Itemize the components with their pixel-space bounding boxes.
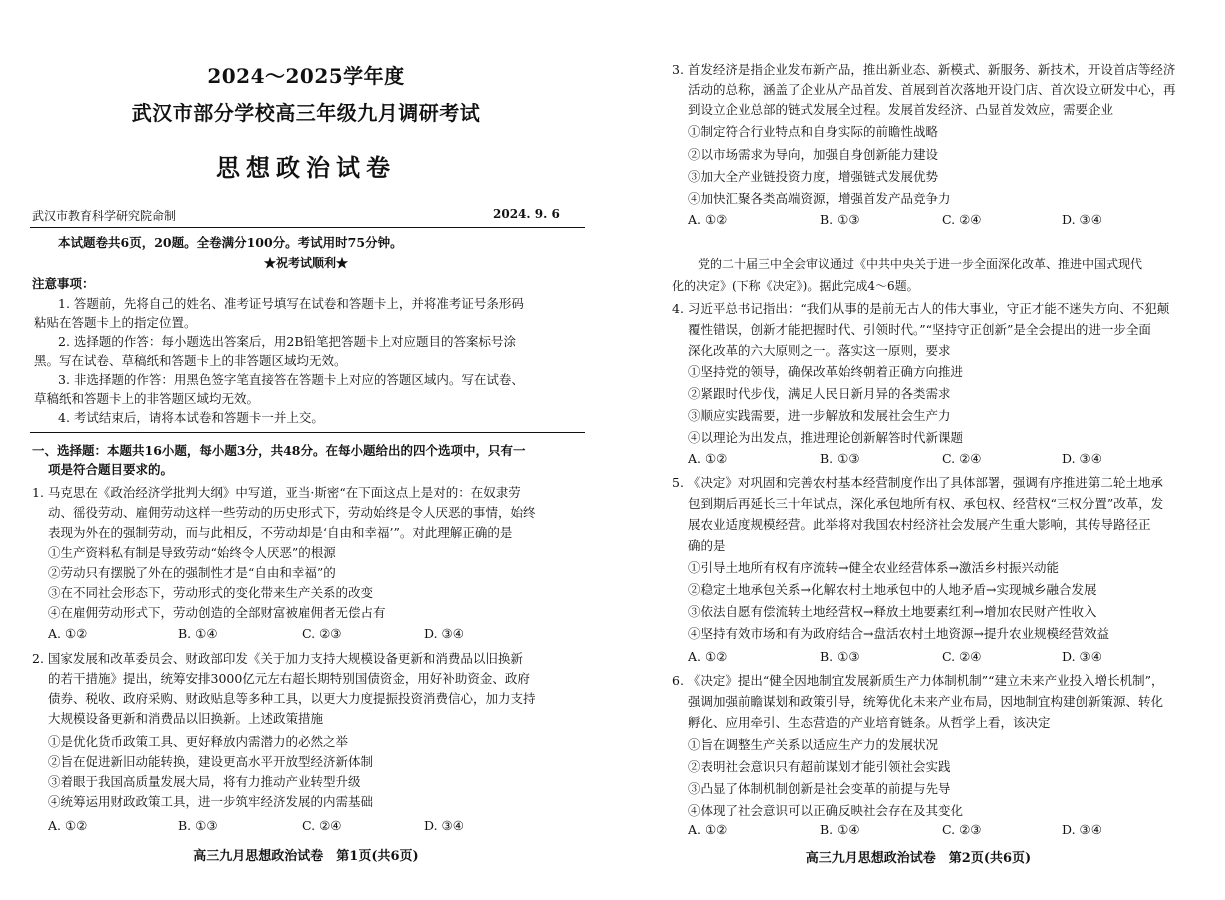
q6-option-d[interactable]: D. ③④ — [1062, 822, 1102, 837]
page-footer: 高三九月思想政治试卷 第1页(共6页) — [193, 849, 419, 864]
q1-stem: 表现为外在的强制劳动，而与此相反，不劳动却是‘自由和幸福’”。对此理解正确的是 — [48, 525, 513, 540]
q5-item: ③依法自愿有偿流转土地经营权→释放土地要素红利→增加农民财产性收入 — [688, 604, 1097, 619]
q6-item: ③凸显了体制机制创新是社会变革的前提与先导 — [688, 781, 951, 796]
q4-option-a[interactable]: A. ①② — [688, 451, 728, 466]
page-1 — [0, 0, 612, 900]
q5-stem: 包到期后再延长三十年试点，深化承包地所有权、承包权、经营权“三权分置”改革，发 — [688, 496, 1164, 511]
q3-option-d[interactable]: D. ③④ — [1062, 212, 1102, 227]
q4-item: ④以理论为出发点，推进理论创新解答时代新课题 — [688, 430, 964, 445]
q5-stem: 确的是 — [688, 538, 726, 553]
q6-stem: 孵化、应用牵引、生态营造的产业培育链条。从哲学上看，该决定 — [688, 715, 1051, 730]
q5-stem: 5. 《决定》对巩固和完善农村基本经营制度作出了具体部署，强调有序推进第二轮土地承 — [672, 475, 1163, 490]
q1-stem: 动、徭役劳动、雇佣劳动这样一些劳动的历史形式下，劳动始终是令人厌恶的事情，始终 — [48, 505, 536, 520]
q2-stem: 大规模设备更新和消费品以旧换新。上述政策措施 — [48, 711, 324, 726]
q6-item: ②表明社会意识只有超前谋划才能引领社会实践 — [688, 759, 951, 774]
note-line: 粘贴在答题卡上的指定位置。 — [34, 315, 197, 330]
q6-stem: 6. 《决定》提出“健全因地制宜发展新质生产力体制机制”“建立未来产业投入增长机制”， — [672, 673, 1164, 688]
exam-title: 武汉市部分学校高三年级九月调研考试 — [131, 101, 481, 125]
q4-stem: 深化改革的六大原则之一。落实这一原则，要求 — [688, 343, 951, 358]
note-line: 4. 考试结束后，请将本试卷和答题卡一并上交。 — [58, 410, 324, 425]
q4-item: ②紧跟时代步伐，满足人民日新月异的各类需求 — [688, 386, 951, 401]
q5-option-a[interactable]: A. ①② — [688, 649, 728, 664]
notes-rule — [30, 432, 585, 433]
q4-item: ①坚持党的领导，确保改革始终朝着正确方向推进 — [688, 364, 964, 379]
exam-wish: ★祝考试顺利★ — [263, 256, 348, 270]
note-line: 1. 答题前，先将自己的姓名、准考证号填写在试卷和答题卡上，并将准考证号条形码 — [58, 296, 524, 311]
q4-option-b[interactable]: B. ①③ — [820, 451, 860, 466]
q3-option-b[interactable]: B. ①③ — [820, 212, 860, 227]
q5-item: ④坚持有效市场和有为政府结合→盘活农村土地资源→提升农业规模经营效益 — [688, 626, 1109, 641]
note-line: 草稿纸和答题卡上的非答题区域均无效。 — [34, 391, 260, 406]
q5-option-b[interactable]: B. ①③ — [820, 649, 860, 664]
q5-item: ①引导土地所有权有序流转→健全农业经营体系→激活乡村振兴动能 — [688, 560, 1059, 575]
q3-item: ①制定符合行业特点和自身实际的前瞻性战略 — [688, 124, 939, 139]
note-line: 2. 选择题的作答：每小题选出答案后，用2B铅笔把答题卡上对应题目的答案标号涂 — [58, 334, 517, 349]
q6-option-c[interactable]: C. ②③ — [942, 822, 982, 837]
q1-item: ④在雇佣劳动形式下，劳动创造的全部财富被雇佣者无偿占有 — [48, 605, 386, 620]
q2-option-d[interactable]: D. ③④ — [424, 818, 464, 833]
q6-stem: 强调加强前瞻谋划和政策引导，统筹优化未来产业布局，因地制宜构建创新策源、转化 — [688, 694, 1164, 709]
page-2 — [612, 0, 1225, 900]
note-line: 黑。写在试卷、草稿纸和答题卡上的非答题区域均无效。 — [34, 353, 347, 368]
q5-stem: 展农业适度规模经营。此举将对我国农村经济社会发展产生重大影响，其传导路径正 — [688, 517, 1151, 532]
subject-title: 思想政治试卷 — [216, 153, 396, 182]
q1-item: ②劳动只有摆脱了外在的强制性才是“自由和幸福”的 — [48, 565, 336, 580]
q2-option-c[interactable]: C. ②④ — [302, 818, 342, 833]
q5-option-c[interactable]: C. ②④ — [942, 649, 982, 664]
section-heading: 一、选择题：本题共16小题，每小题3分，共48分。在每小题给出的四个选项中，只有一 — [32, 443, 526, 458]
q4-item: ③顺应实践需要，进一步解放和发展社会生产力 — [688, 408, 951, 423]
q2-stem: 债券、税收、政府采购、财政贴息等多种工具，以更大力度提振投资消费信心，加力支持 — [48, 691, 536, 706]
group-intro: 化的决定》(下称《决定》)。据此完成4～6题。 — [672, 279, 919, 293]
page-footer: 高三九月思想政治试卷 第2页(共6页) — [805, 851, 1032, 866]
q1-option-d[interactable]: D. ③④ — [424, 626, 464, 641]
exam-info: 本试题卷共6页，20题。全卷满分100分。考试用时75分钟。 — [58, 235, 403, 250]
section-heading: 项是符合题目要求的。 — [48, 462, 174, 477]
q2-item: ④统筹运用财政政策工具，进一步筑牢经济发展的内需基础 — [48, 794, 374, 809]
q3-option-c[interactable]: C. ②④ — [942, 212, 982, 227]
q3-stem: 3. 首发经济是指企业发布新产品，推出新业态、新模式、新服务、新技术，开设首店等经济 — [672, 62, 1176, 77]
q1-option-c[interactable]: C. ②③ — [302, 626, 342, 641]
q3-option-a[interactable]: A. ①② — [688, 212, 728, 227]
q3-item: ④加快汇聚各类高端资源，增强首发产品竞争力 — [688, 191, 951, 206]
q3-item: ②以市场需求为导向，加强自身创新能力建设 — [688, 147, 939, 162]
q5-option-d[interactable]: D. ③④ — [1062, 649, 1102, 664]
q2-option-b[interactable]: B. ①③ — [178, 818, 218, 833]
exam-year: 2024～2025学年度 — [207, 64, 405, 88]
q4-option-d[interactable]: D. ③④ — [1062, 451, 1102, 466]
q4-stem: 覆性错误，创新才能把握时代、引领时代。”“坚持守正创新”是全会提出的进一步全面 — [688, 322, 1151, 337]
q6-option-b[interactable]: B. ①④ — [820, 822, 860, 837]
note-line: 3. 非选择题的作答：用黑色签字笔直接答在答题卡上对应的答题区域内。写在试卷、 — [58, 372, 524, 387]
q2-item: ②旨在促进新旧动能转换，建设更高水平开放型经济新体制 — [48, 754, 374, 769]
group-intro: 党的二十届三中全会审议通过《中共中央关于进一步全面深化改革、推进中国式现代 — [698, 257, 1143, 271]
q1-stem: 1. 马克思在《政治经济学批判大纲》中写道，亚当·斯密“在下面这点上是对的：在奴隶劳 — [32, 485, 521, 500]
q6-item: ①旨在调整生产关系以适应生产力的发展状况 — [688, 737, 939, 752]
q4-option-c[interactable]: C. ②④ — [942, 451, 982, 466]
q6-option-a[interactable]: A. ①② — [688, 822, 728, 837]
q2-item: ①是优化货币政策工具、更好释放内需潜力的必然之举 — [48, 734, 349, 749]
q4-stem: 4. 习近平总书记指出：“我们从事的是前无古人的伟大事业，守正才能不迷失方向、不犯颠 — [672, 301, 1170, 316]
q2-item: ③着眼于我国高质量发展大局，将有力推动产业转型升级 — [48, 774, 361, 789]
q1-option-b[interactable]: B. ①④ — [178, 626, 218, 641]
q1-item: ①生产资料私有制是导致劳动“始终令人厌恶”的根源 — [48, 545, 336, 560]
header-rule — [30, 227, 585, 228]
q1-item: ③在不同社会形态下，劳动形式的变化带来生产关系的改变 — [48, 585, 374, 600]
notes-title: 注意事项： — [32, 276, 95, 291]
q2-stem: 的若干措施》提出，统筹安排3000亿元左右超长期特别国债资金，用好补助资金、政府 — [48, 671, 530, 686]
q2-stem: 2. 国家发展和改革委员会、财政部印发《关于加力支持大规模设备更新和消费品以旧换新 — [32, 651, 523, 666]
q3-stem: 活动的总称，涵盖了企业从产品首发、首展到首次落地开设门店、首次设立研发中心，再 — [688, 82, 1176, 97]
q2-option-a[interactable]: A. ①② — [48, 818, 88, 833]
q6-item: ④体现了社会意识可以正确反映社会存在及其变化 — [688, 803, 964, 818]
q1-option-a[interactable]: A. ①② — [48, 626, 88, 641]
q3-stem: 到设立企业总部的链式发展全过程。发展首发经济、凸显首发效应，需要企业 — [688, 102, 1114, 117]
exam-date: 2024. 9. 6 — [493, 207, 560, 221]
q5-item: ②稳定土地承包关系→化解农村土地承包中的人地矛盾→实现城乡融合发展 — [688, 582, 1097, 597]
q3-item: ③加大全产业链投资力度，增强链式发展优势 — [688, 169, 939, 184]
issuing-org: 武汉市教育科学研究院命制 — [32, 209, 177, 223]
